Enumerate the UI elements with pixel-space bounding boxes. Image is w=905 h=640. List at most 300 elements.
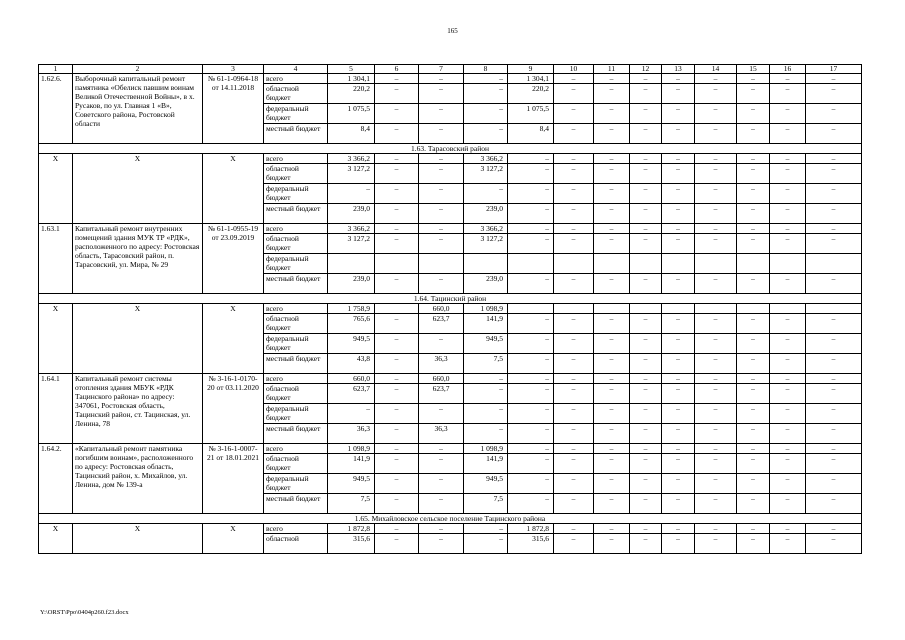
value-cell: – — [594, 444, 630, 454]
funding-source: областной бюджет — [264, 384, 328, 404]
value-cell: – — [695, 224, 737, 234]
value-cell: – — [770, 274, 806, 294]
object-name: Выборочный капитальный ремонт памятника «Обелиск павшим воинам Великой Отечественной Войны», в х. Русаков, по ул. Главная 1 «В», Советского района, Ростовской области — [73, 74, 203, 144]
value-cell: – — [594, 524, 630, 534]
funding-source: областной бюджет — [264, 454, 328, 474]
value-cell: 1 872,8 — [508, 524, 554, 534]
value-cell: 949,5 — [464, 334, 508, 354]
value-cell: – — [662, 274, 695, 294]
value-cell: – — [695, 184, 737, 204]
value-cell: – — [375, 534, 419, 554]
value-cell: – — [419, 74, 464, 84]
value-cell: – — [630, 84, 662, 104]
value-cell: 1 098,9 — [464, 304, 508, 314]
value-cell: – — [662, 74, 695, 84]
value-cell: – — [508, 444, 554, 454]
value-cell: – — [419, 204, 464, 224]
budget-table — [38, 64, 862, 554]
value-cell: – — [737, 524, 770, 534]
object-name: Капитальный ремонт внутренних помещений здания МУК ТР «РДК», расположенного по адресу: Ростовская область, Тарасовский район, п. Тарасовский, ул. Мира, № 29 — [73, 224, 203, 294]
funding-source: местный бюджет — [264, 204, 328, 224]
value-cell: – — [419, 124, 464, 144]
footer-file-path: Y:\ORST\Ppo\0404p260.f23.docx — [40, 609, 129, 616]
value-cell: – — [594, 224, 630, 234]
document-number: № 61-1-0964-18 от 14.11.2018 — [203, 74, 264, 144]
value-cell: – — [375, 74, 419, 84]
value-cell: – — [554, 84, 594, 104]
value-cell: – — [508, 424, 554, 444]
value-cell: – — [737, 354, 770, 374]
value-cell: – — [770, 154, 806, 164]
value-cell: – — [375, 474, 419, 494]
value-cell: – — [554, 204, 594, 224]
value-cell: – — [695, 404, 737, 424]
column-header: 9 — [508, 65, 554, 74]
value-cell: – — [375, 314, 419, 334]
value-cell: – — [662, 424, 695, 444]
value-cell: – — [630, 374, 662, 384]
value-cell: – — [419, 534, 464, 554]
value-cell: 36,3 — [328, 424, 375, 444]
value-cell: – — [594, 274, 630, 294]
value-cell: – — [770, 334, 806, 354]
value-cell: – — [806, 474, 862, 494]
value-cell: – — [770, 184, 806, 204]
value-cell: – — [419, 524, 464, 534]
value-cell: – — [806, 164, 862, 184]
value-cell: – — [695, 524, 737, 534]
value-cell — [419, 254, 464, 274]
value-cell: – — [770, 404, 806, 424]
value-cell: – — [594, 334, 630, 354]
value-cell: – — [508, 454, 554, 474]
funding-source: областной бюджет — [264, 314, 328, 334]
value-cell: – — [630, 124, 662, 144]
value-cell: – — [737, 384, 770, 404]
value-cell: – — [737, 494, 770, 514]
object-name: Капитальный ремонт системы отопления здания МБУК «РДК Тацинского района» по адресу: 347061, Ростовская область, Тацинский район, ст. Тацинская, ул. Ленина, 78 — [73, 374, 203, 444]
value-cell: 1 758,9 — [328, 304, 375, 314]
value-cell: – — [464, 184, 508, 204]
value-cell: – — [464, 404, 508, 424]
value-cell — [695, 254, 737, 274]
value-cell: – — [554, 274, 594, 294]
value-cell: – — [737, 84, 770, 104]
value-cell: 660,0 — [419, 374, 464, 384]
value-cell: – — [594, 314, 630, 334]
value-cell: – — [695, 234, 737, 254]
funding-source: всего — [264, 374, 328, 384]
table-row — [39, 304, 862, 314]
section-title: 1.65. Михайловское сельское поселение Тацинского района — [39, 514, 862, 524]
funding-source: местный бюджет — [264, 494, 328, 514]
value-cell: – — [695, 444, 737, 454]
value-cell: 623,7 — [419, 314, 464, 334]
value-cell: – — [375, 184, 419, 204]
column-header: 16 — [770, 65, 806, 74]
value-cell: 3 127,2 — [464, 234, 508, 254]
value-cell — [464, 254, 508, 274]
value-cell: – — [770, 524, 806, 534]
value-cell: – — [554, 154, 594, 164]
value-cell: 3 127,2 — [464, 164, 508, 184]
value-cell: – — [662, 524, 695, 534]
value-cell: 3 127,2 — [328, 164, 375, 184]
value-cell: – — [806, 224, 862, 234]
value-cell: – — [328, 404, 375, 424]
value-cell: 1 872,8 — [328, 524, 375, 534]
value-cell: 1 304,1 — [508, 74, 554, 84]
funding-source: федеральный бюджет — [264, 104, 328, 124]
value-cell: 8,4 — [508, 124, 554, 144]
value-cell: – — [806, 524, 862, 534]
value-cell: – — [695, 314, 737, 334]
column-header: 5 — [328, 65, 375, 74]
value-cell: – — [375, 524, 419, 534]
value-cell: 1 098,9 — [464, 444, 508, 454]
funding-source: всего — [264, 224, 328, 234]
value-cell: – — [770, 534, 806, 554]
value-cell: – — [695, 474, 737, 494]
column-header: 7 — [419, 65, 464, 74]
value-cell: – — [594, 494, 630, 514]
value-cell: – — [695, 104, 737, 124]
value-cell: 1 304,1 — [328, 74, 375, 84]
column-header: 3 — [203, 65, 264, 74]
value-cell: – — [630, 104, 662, 124]
value-cell: – — [630, 354, 662, 374]
row-number: 1.63.1 — [39, 224, 73, 294]
value-cell: – — [662, 454, 695, 474]
value-cell: – — [464, 424, 508, 444]
value-cell: – — [806, 494, 862, 514]
value-cell: 623,7 — [419, 384, 464, 404]
value-cell: – — [770, 474, 806, 494]
value-cell: – — [554, 74, 594, 84]
value-cell — [554, 304, 594, 314]
column-header: 12 — [630, 65, 662, 74]
value-cell: – — [630, 74, 662, 84]
value-cell — [662, 254, 695, 274]
value-cell: – — [508, 184, 554, 204]
funding-source: областной — [264, 534, 328, 554]
value-cell: – — [737, 234, 770, 254]
section-header-row — [39, 294, 862, 304]
value-cell: – — [806, 84, 862, 104]
value-cell: – — [695, 274, 737, 294]
value-cell: – — [375, 224, 419, 234]
value-cell: – — [662, 374, 695, 384]
value-cell: – — [630, 314, 662, 334]
row-number: 1.62.6. — [39, 74, 73, 144]
value-cell: 7,5 — [328, 494, 375, 514]
value-cell: – — [737, 474, 770, 494]
column-header: 2 — [73, 65, 203, 74]
value-cell: – — [806, 274, 862, 294]
value-cell: – — [662, 474, 695, 494]
value-cell: – — [594, 84, 630, 104]
value-cell: – — [419, 164, 464, 184]
value-cell: – — [806, 104, 862, 124]
value-cell: – — [375, 204, 419, 224]
value-cell: – — [375, 124, 419, 144]
value-cell: – — [554, 524, 594, 534]
value-cell: – — [737, 424, 770, 444]
value-cell: 949,5 — [328, 334, 375, 354]
value-cell: – — [737, 204, 770, 224]
funding-source: местный бюджет — [264, 424, 328, 444]
value-cell: 239,0 — [328, 204, 375, 224]
value-cell: – — [554, 474, 594, 494]
value-cell: – — [464, 104, 508, 124]
value-cell: – — [594, 154, 630, 164]
value-cell: – — [662, 164, 695, 184]
value-cell: – — [806, 74, 862, 84]
value-cell: – — [662, 314, 695, 334]
row-number: 1.64.2. — [39, 444, 73, 514]
value-cell: – — [806, 404, 862, 424]
value-cell: 660,0 — [419, 304, 464, 314]
column-header: 13 — [662, 65, 695, 74]
value-cell: 239,0 — [464, 274, 508, 294]
section-title: 1.64. Тацинский район — [39, 294, 862, 304]
value-cell: 3 366,2 — [328, 224, 375, 234]
value-cell: 141,9 — [464, 314, 508, 334]
page-number: 165 — [447, 27, 458, 35]
value-cell: – — [737, 154, 770, 164]
value-cell: – — [508, 154, 554, 164]
value-cell: – — [419, 494, 464, 514]
value-cell: – — [737, 274, 770, 294]
value-cell: – — [508, 474, 554, 494]
value-cell: – — [695, 374, 737, 384]
value-cell: – — [554, 494, 594, 514]
value-cell: – — [770, 124, 806, 144]
value-cell: – — [554, 184, 594, 204]
value-cell: 220,2 — [328, 84, 375, 104]
column-header: 11 — [594, 65, 630, 74]
value-cell: – — [662, 124, 695, 144]
value-cell: – — [737, 124, 770, 144]
value-cell: – — [770, 444, 806, 454]
value-cell: – — [770, 454, 806, 474]
column-header: 10 — [554, 65, 594, 74]
value-cell: – — [737, 404, 770, 424]
value-cell: – — [419, 474, 464, 494]
funding-source: федеральный бюджет — [264, 254, 328, 274]
funding-source: областной бюджет — [264, 84, 328, 104]
row-number: Х — [39, 304, 73, 374]
value-cell: – — [464, 534, 508, 554]
document-number: № 3-16-1-0170-20 от 03.11.2020 — [203, 374, 264, 444]
value-cell: – — [594, 374, 630, 384]
value-cell: – — [419, 84, 464, 104]
value-cell: – — [508, 234, 554, 254]
value-cell — [328, 254, 375, 274]
value-cell: – — [737, 334, 770, 354]
row-number: Х — [39, 154, 73, 224]
value-cell: – — [630, 164, 662, 184]
value-cell: – — [770, 314, 806, 334]
value-cell: 7,5 — [464, 494, 508, 514]
value-cell: – — [594, 534, 630, 554]
value-cell: – — [770, 374, 806, 384]
value-cell: – — [419, 444, 464, 454]
value-cell: – — [594, 474, 630, 494]
value-cell: 315,6 — [508, 534, 554, 554]
column-header: 17 — [806, 65, 862, 74]
value-cell: – — [554, 534, 594, 554]
value-cell: 1 075,5 — [328, 104, 375, 124]
value-cell: – — [594, 74, 630, 84]
funding-source: областной бюджет — [264, 164, 328, 184]
value-cell: 141,9 — [464, 454, 508, 474]
value-cell: – — [508, 314, 554, 334]
value-cell: – — [375, 84, 419, 104]
funding-source: местный бюджет — [264, 354, 328, 374]
value-cell: 3 366,2 — [328, 154, 375, 164]
value-cell: – — [464, 384, 508, 404]
value-cell: – — [594, 164, 630, 184]
value-cell: – — [554, 124, 594, 144]
value-cell: – — [662, 84, 695, 104]
value-cell: – — [770, 384, 806, 404]
value-cell: – — [662, 234, 695, 254]
value-cell: – — [630, 524, 662, 534]
funding-source: федеральный бюджет — [264, 474, 328, 494]
value-cell: – — [662, 154, 695, 164]
value-cell: – — [806, 454, 862, 474]
value-cell: – — [508, 164, 554, 184]
value-cell: – — [508, 404, 554, 424]
value-cell: – — [419, 104, 464, 124]
value-cell — [375, 304, 419, 314]
value-cell: – — [737, 444, 770, 454]
value-cell: – — [594, 424, 630, 444]
value-cell: – — [375, 454, 419, 474]
value-cell: – — [554, 314, 594, 334]
table-row — [39, 224, 862, 234]
table-row — [39, 74, 862, 84]
value-cell: 1 098,9 — [328, 444, 375, 454]
value-cell: – — [594, 384, 630, 404]
funding-source: федеральный бюджет — [264, 184, 328, 204]
value-cell: 765,6 — [328, 314, 375, 334]
value-cell: – — [464, 374, 508, 384]
value-cell: – — [508, 494, 554, 514]
value-cell: – — [662, 404, 695, 424]
value-cell: – — [554, 334, 594, 354]
row-number: Х — [39, 524, 73, 554]
value-cell: – — [630, 184, 662, 204]
value-cell: – — [630, 474, 662, 494]
value-cell — [770, 304, 806, 314]
value-cell: 623,7 — [328, 384, 375, 404]
value-cell: – — [662, 534, 695, 554]
value-cell: – — [770, 354, 806, 374]
value-cell: – — [508, 274, 554, 294]
funding-source: всего — [264, 444, 328, 454]
value-cell: – — [737, 314, 770, 334]
value-cell: 3 127,2 — [328, 234, 375, 254]
value-cell: – — [695, 494, 737, 514]
value-cell: – — [806, 334, 862, 354]
value-cell — [375, 254, 419, 274]
value-cell: – — [806, 234, 862, 254]
value-cell: – — [464, 74, 508, 84]
value-cell: – — [695, 534, 737, 554]
value-cell: – — [419, 274, 464, 294]
object-name: Х — [73, 304, 203, 374]
value-cell: – — [630, 204, 662, 224]
value-cell: – — [630, 384, 662, 404]
value-cell: – — [630, 404, 662, 424]
value-cell: – — [770, 204, 806, 224]
funding-source: федеральный бюджет — [264, 404, 328, 424]
value-cell: – — [375, 334, 419, 354]
value-cell: 43,8 — [328, 354, 375, 374]
value-cell: – — [375, 354, 419, 374]
value-cell: – — [695, 384, 737, 404]
value-cell: – — [806, 124, 862, 144]
value-cell: – — [662, 494, 695, 514]
value-cell: – — [419, 224, 464, 234]
value-cell: – — [419, 404, 464, 424]
value-cell: – — [554, 164, 594, 184]
value-cell: 36,3 — [419, 424, 464, 444]
table-row — [39, 524, 862, 534]
value-cell: – — [695, 154, 737, 164]
value-cell: – — [594, 354, 630, 374]
value-cell — [806, 254, 862, 274]
header-row — [39, 65, 862, 74]
row-number: 1.64.1 — [39, 374, 73, 444]
value-cell: – — [695, 84, 737, 104]
value-cell: 949,5 — [464, 474, 508, 494]
value-cell: – — [630, 444, 662, 454]
value-cell: – — [806, 374, 862, 384]
value-cell: – — [662, 184, 695, 204]
value-cell: – — [695, 454, 737, 474]
value-cell: – — [464, 524, 508, 534]
value-cell: – — [737, 224, 770, 234]
table-row — [39, 374, 862, 384]
value-cell: – — [770, 74, 806, 84]
value-cell: – — [554, 234, 594, 254]
value-cell: – — [770, 494, 806, 514]
value-cell: – — [554, 224, 594, 234]
value-cell: – — [695, 354, 737, 374]
value-cell: – — [662, 104, 695, 124]
value-cell: – — [464, 124, 508, 144]
value-cell: 3 366,2 — [464, 154, 508, 164]
funding-source: местный бюджет — [264, 274, 328, 294]
value-cell: – — [508, 334, 554, 354]
value-cell: – — [695, 424, 737, 444]
value-cell: – — [806, 444, 862, 454]
value-cell: – — [737, 164, 770, 184]
object-name: «Капитальный ремонт памятника погибшим воинам», расположенного по адресу: Ростовская область, Тацинский район, х. Михайлов, ул. Ленина, дом № 139-а — [73, 444, 203, 514]
value-cell: 949,5 — [328, 474, 375, 494]
value-cell: – — [554, 374, 594, 384]
value-cell: – — [464, 84, 508, 104]
value-cell: – — [375, 384, 419, 404]
value-cell: – — [554, 444, 594, 454]
value-cell: – — [695, 164, 737, 184]
value-cell: – — [508, 374, 554, 384]
value-cell: – — [419, 454, 464, 474]
value-cell: – — [662, 444, 695, 454]
